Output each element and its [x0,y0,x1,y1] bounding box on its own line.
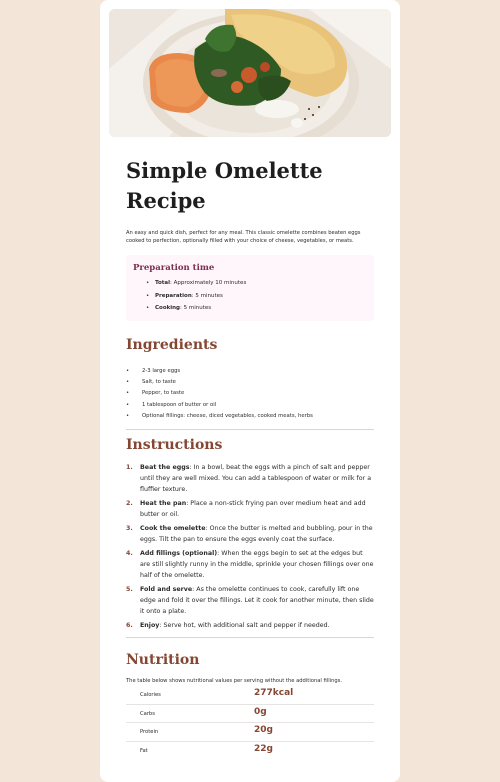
step-text: : Once the butter is melted and bubbling, pour in the eggs. Tilt the pan to ensure the eggs evenly coat the surface. [140,525,373,543]
table-row [126,686,374,705]
instruction-step [126,523,374,545]
table-row [126,705,374,724]
step-text: : Serve hot, with additional salt and pepper if needed. [159,622,330,629]
step-number: 1. [126,464,133,471]
step-number: 5. [126,586,133,593]
page-title: Simple Omelette Recipe [126,158,323,213]
step-number: 2. [126,500,133,507]
list-item: • 1 tablespoon of butter or oil [126,400,313,411]
step-title: Beat the eggs [140,464,190,471]
hero-image [109,9,391,137]
preparation-item [146,277,246,290]
divider [126,637,374,638]
nutrient-label: Carbs [140,710,155,717]
table-row [126,742,374,760]
nutrition-heading: Nutrition [126,652,200,668]
preparation-item-value: : 5 minutes [180,305,212,311]
nutrition-table [126,686,374,759]
step-number: 6. [126,622,133,629]
list-item: • Optional fillings: cheese, diced vegetables, cooked meats, herbs [126,411,313,422]
preparation-heading: Preparation time [133,263,215,273]
preparation-box [126,255,374,321]
nutrient-label: Fat [140,747,148,754]
instruction-step [126,462,374,495]
step-title: Heat the pan [140,500,187,507]
preparation-item [146,290,246,303]
step-number: 4. [126,550,133,557]
nutrient-label: Calories [140,692,161,698]
omelette-photo-illustration [109,9,391,137]
list-item: • Pepper, to taste [126,388,313,399]
nutrient-value: 20g [254,725,273,735]
nutrient-label: Protein [140,729,159,735]
step-number: 3. [126,525,133,532]
recipe-intro: An easy and quick dish, perfect for any meal. This classic omelette combines beaten eggs cooked to perfection, optionally filled with your choice of cheese, vegetables, or meats. [126,230,361,244]
preparation-item-label: Preparation [155,292,192,299]
instruction-step [126,498,374,520]
step-text: : As the omelette continues to cook, carefully lift one edge and fold it over the fillings. Let it cook for another minute, then slide it onto a plate. [140,586,374,615]
instruction-step [126,584,374,617]
recipe-card [100,0,400,782]
step-title: Enjoy [140,622,160,629]
preparation-item-value: : 5 minutes [191,292,223,299]
preparation-list [146,277,246,315]
list-item: • 2-3 large eggs [126,366,313,377]
preparation-item-label: Cooking [155,305,180,311]
divider [126,429,374,430]
preparation-item [146,302,246,315]
nutrient-value: 22g [254,743,273,754]
list-item: • Salt, to taste [126,377,313,388]
instructions-heading: Instructions [126,437,223,453]
instruction-step [126,620,374,631]
step-text: : When the eggs begin to set at the edges but are still slightly runny in the middle, sprinkle your chosen fillings over one half of the omelette. [140,550,374,579]
nutrient-value: 0g [254,706,267,717]
ingredients-heading: Ingredients [126,337,218,353]
nutrient-value: 277kcal [254,688,294,698]
ingredients-list [126,366,313,422]
step-text: : Place a non-stick frying pan over medium heat and add butter or oil. [140,500,366,518]
step-title: Fold and serve [140,586,193,593]
table-row [126,723,374,742]
preparation-item-value: : Approximately 10 minutes [170,280,247,286]
instruction-step [126,548,374,581]
step-title: Add fillings (optional) [140,550,218,557]
nutrition-intro: The table below shows nutritional values per serving without the additional fillings. [126,678,343,684]
step-text: : In a bowl, beat the eggs with a pinch of salt and pepper until they are well mixed. You can add a tablespoon of water or milk for a fluffier texture. [140,464,372,493]
preparation-item-label: Total [155,280,171,286]
instructions-list [126,462,374,631]
step-title: Cook the omelette [140,525,206,532]
